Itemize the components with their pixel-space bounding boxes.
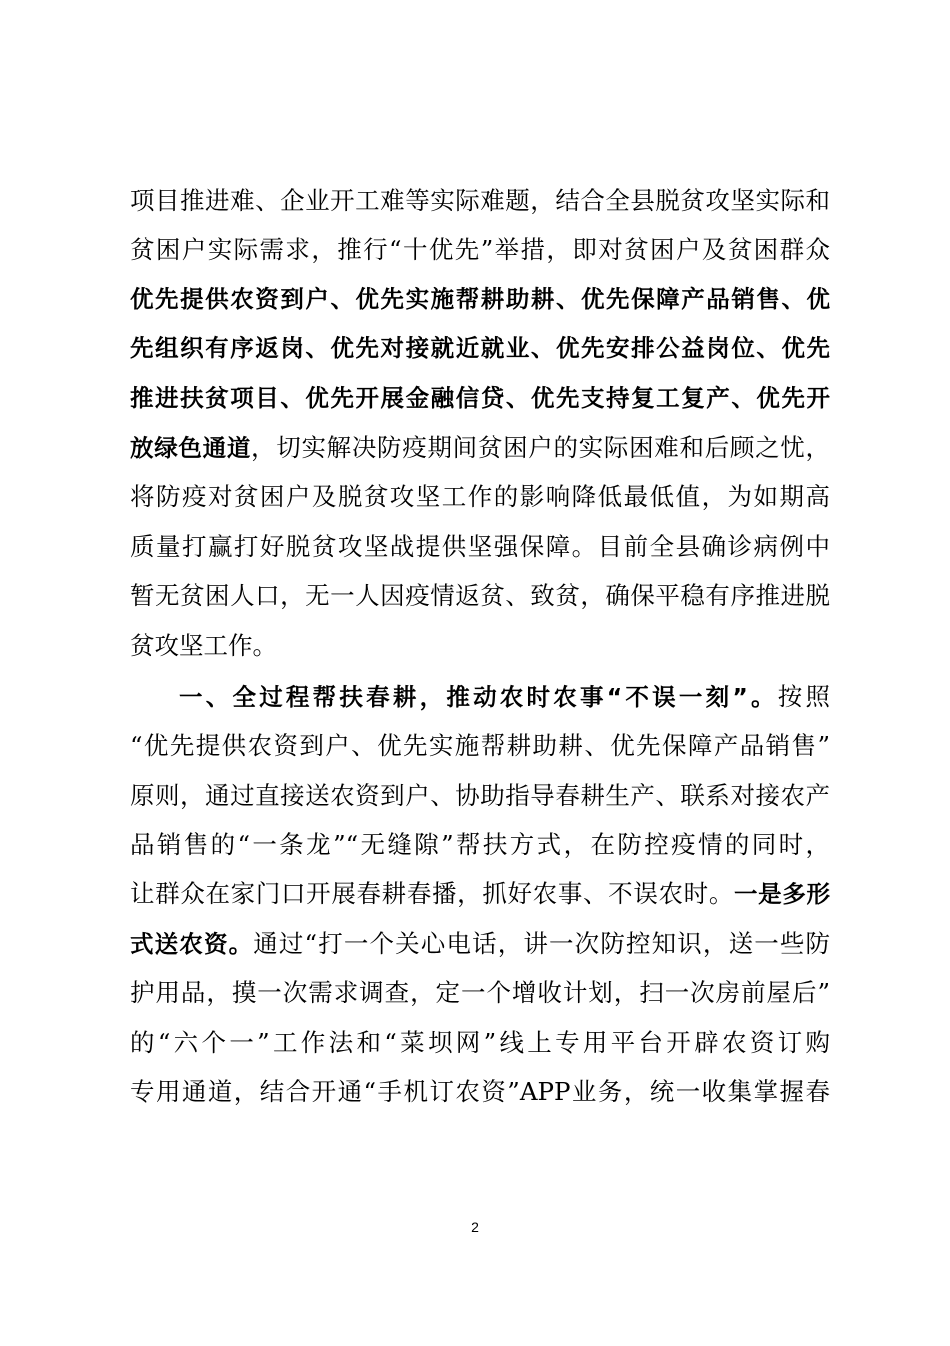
text-line: 项目推进难、企业开工难等实际难题，结合全县脱贫攻坚实际和 [130,186,830,215]
text-line-bold: 先组织有序返岗、优先对接就近就业、优先安排公益岗位、优先 [130,334,830,363]
text-run: 让群众在家门口开展春耕春播，抓好农事、不误农时。 [130,879,734,909]
paragraph-continuation [130,176,830,670]
text-line: 护用品，摸一次需求调查，定一个增收计划，扫一次房前屋后” [130,978,830,1008]
text-line-mixed [130,869,830,918]
text-run: 通过“打一个关心电话，讲一次防控知识，送一些防 [253,928,831,958]
page-number: 2 [471,1219,479,1235]
section-heading: 一、全过程帮扶春耕，推动农时农事“不误一刻”。 [179,682,778,711]
text-line: 将防疫对贫困户及脱贫攻坚工作的影响降低最低值，为如期高 [130,482,830,512]
text-line: 贫攻坚工作。 [130,630,277,660]
bold-phrase: 放绿色通道 [130,433,252,462]
text-run: 按照 [777,681,830,711]
text-line: 原则，通过直接送农资到户、协助指导春耕生产、联系对接农产 [130,780,830,810]
paragraph-section-one [130,672,830,1117]
bold-phrase: 式送农资。 [130,929,254,958]
text-line: 质量打赢打好脱贫攻坚战提供坚强保障。目前全县确诊病例中 [130,531,830,561]
text-line: 品销售的“一条龙”“无缝隙”帮扶方式，在防控疫情的同时， [130,830,830,860]
text-line-bold: 优先提供农资到户、优先实施帮耕助耕、优先保障产品销售、优 [130,284,830,313]
text-line-mixed [130,919,830,968]
text-line: 暂无贫困人口，无一人因疫情返贫、致贫，确保平稳有序推进脱 [130,581,830,611]
text-line: “优先提供农资到户、优先实施帮耕助耕、优先保障产品销售” [130,731,830,761]
text-line: 的“六个一”工作法和“菜坝网”线上专用平台开辟农资订购 [130,1027,830,1057]
text-line: 专用通道，结合开通“手机订农资”APP业务，统一收集掌握春 [130,1077,830,1107]
text-line-bold: 推进扶贫项目、优先开展金融信贷、优先支持复工复产、优先开 [130,383,830,412]
document-body [130,176,830,1116]
text-line-mixed [130,423,830,472]
text-line: 贫困户实际需求，推行“十优先”举措，即对贫困户及贫困群众 [130,235,830,265]
bold-phrase: 一是多形 [734,880,831,909]
section-heading-line [130,672,830,721]
text-run: ，切实解决防疫期间贫困户的实际困难和后顾之忧， [251,432,831,462]
